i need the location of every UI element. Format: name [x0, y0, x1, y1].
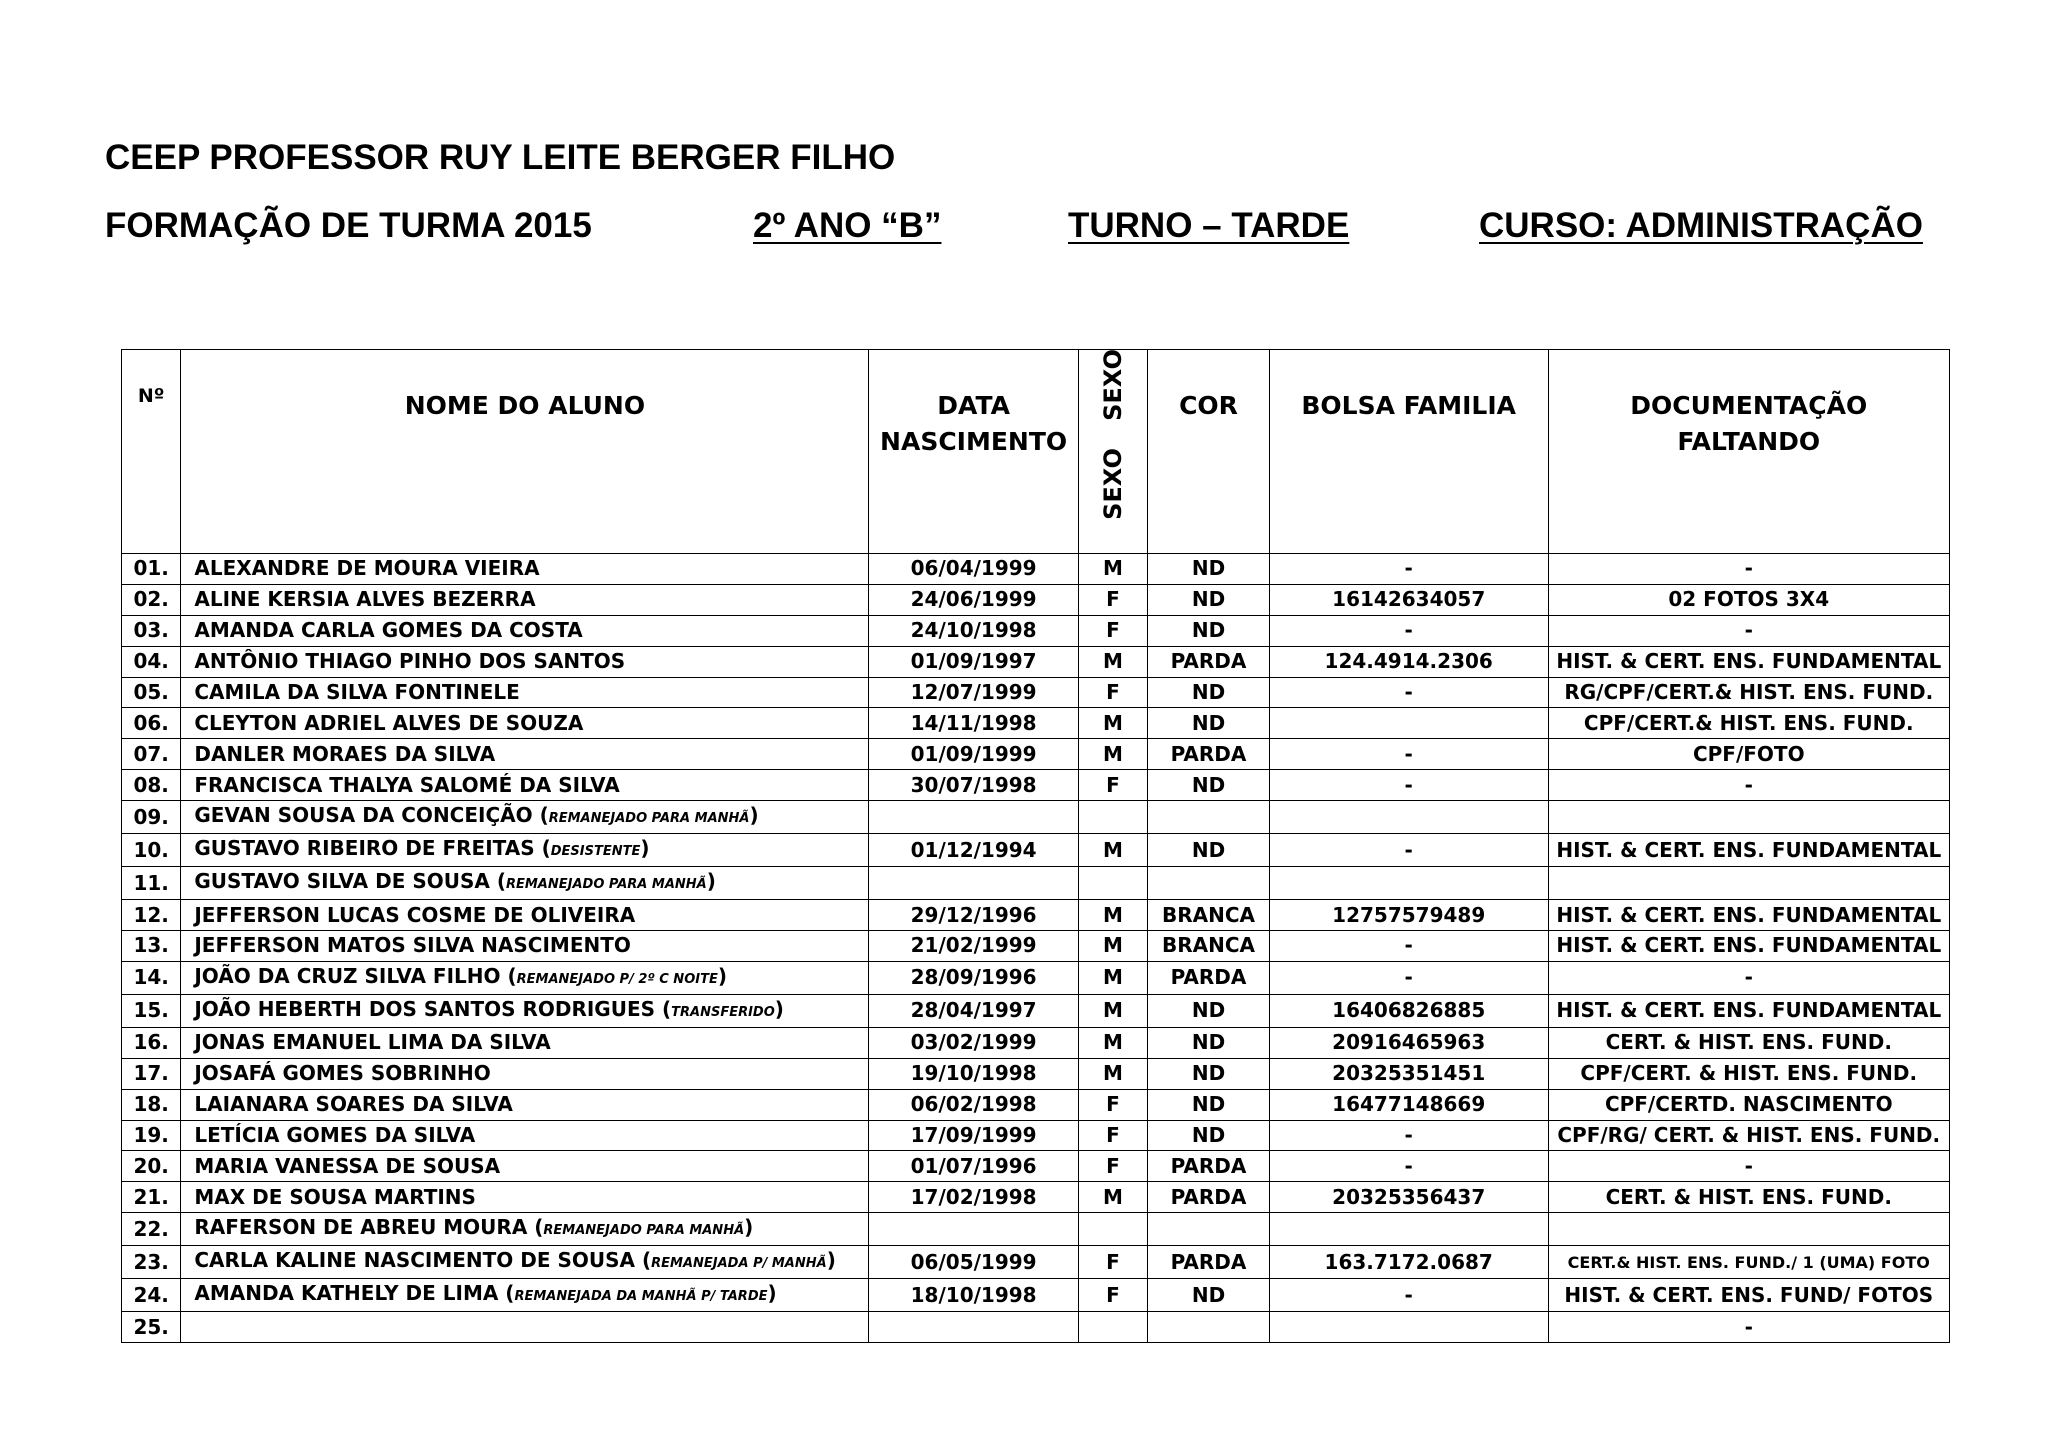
course-label: CURSO: ADMINISTRAÇÃO [1479, 206, 1923, 245]
row-birth-date: 06/04/1999 [869, 554, 1078, 585]
table-row [122, 900, 1950, 931]
student-table [121, 349, 1950, 1343]
row-sex: M [1078, 708, 1147, 739]
student-name: JOÃO DA CRUZ SILVA FILHO [194, 963, 501, 988]
row-student-name [181, 1089, 869, 1120]
row-bolsa: - [1269, 931, 1548, 962]
table-row [122, 739, 1950, 770]
header-sex-bottom: SEXO [1098, 448, 1127, 520]
row-student-name: AMANDA KATHELY DE LIMA (REMANEJADA DA MANHÃ P/ TARDE) [181, 1279, 869, 1312]
row-birth-date: 12/07/1999 [869, 677, 1078, 708]
row-birth-date: 28/04/1997 [869, 994, 1078, 1027]
row-color: ND [1148, 1089, 1270, 1120]
row-color: PARDA [1148, 1151, 1270, 1182]
row-sex: M [1078, 834, 1147, 867]
row-student-name [181, 615, 869, 646]
row-num: 04. [122, 646, 181, 677]
header-color: COR [1148, 350, 1270, 554]
student-status-note: REMANEJADO PARA MANHÃ [505, 877, 707, 893]
row-birth-date: 28/09/1996 [869, 961, 1078, 994]
table-header-row [122, 350, 1950, 554]
row-missing-docs: CPF/CERT.& HIST. ENS. FUND. [1548, 708, 1949, 739]
table-row [122, 994, 1950, 1027]
row-sex: M [1078, 900, 1147, 931]
row-birth-date: 01/09/1999 [869, 739, 1078, 770]
row-birth-date: 01/12/1994 [869, 834, 1078, 867]
row-missing-docs: HIST. & CERT. ENS. FUND/ FOTOS [1548, 1279, 1949, 1312]
row-num: 08. [122, 770, 181, 801]
row-birth-date: 01/09/1997 [869, 646, 1078, 677]
row-birth-date: 06/02/1998 [869, 1089, 1078, 1120]
row-num: 03. [122, 615, 181, 646]
table-row [122, 1213, 1950, 1246]
row-sex: M [1078, 994, 1147, 1027]
student-name: FRANCISCA THALYA SALOMÉ DA SILVA [194, 772, 620, 797]
row-num: 11. [122, 867, 181, 900]
row-bolsa: - [1269, 677, 1548, 708]
row-missing-docs: CERT.& HIST. ENS. FUND./ 1 (UMA) FOTO [1548, 1246, 1949, 1279]
row-bolsa: 20916465963 [1269, 1027, 1548, 1058]
row-missing-docs: HIST. & CERT. ENS. FUNDAMENTAL [1548, 994, 1949, 1027]
student-status-note: DESISTENTE [550, 844, 641, 860]
row-student-name: JOÃO DA CRUZ SILVA FILHO (REMANEJADO P/ 2º C NOITE) [181, 961, 869, 994]
row-sex: M [1078, 1027, 1147, 1058]
row-birth-date: 19/10/1998 [869, 1058, 1078, 1089]
row-num: 21. [122, 1182, 181, 1213]
row-sex: M [1078, 1058, 1147, 1089]
row-birth-date: 06/05/1999 [869, 1246, 1078, 1279]
student-name: ANTÔNIO THIAGO PINHO DOS SANTOS [194, 649, 626, 674]
row-missing-docs: CPF/FOTO [1548, 739, 1949, 770]
row-num: 09. [122, 801, 181, 834]
student-name: RAFERSON DE ABREU MOURA [194, 1215, 528, 1240]
row-num: 20. [122, 1151, 181, 1182]
row-student-name [181, 1027, 869, 1058]
student-name: DANLER MORAES DA SILVA [194, 741, 496, 766]
student-name: MAX DE SOUSA MARTINS [194, 1184, 476, 1209]
row-birth-date: 21/02/1999 [869, 931, 1078, 962]
row-missing-docs: CERT. & HIST. ENS. FUND. [1548, 1182, 1949, 1213]
row-student-name [181, 900, 869, 931]
row-color: ND [1148, 554, 1270, 585]
row-birth-date: 17/02/1998 [869, 1182, 1078, 1213]
row-sex [1078, 867, 1147, 900]
row-color: PARDA [1148, 646, 1270, 677]
row-num: 05. [122, 677, 181, 708]
table-row [122, 834, 1950, 867]
row-bolsa [1269, 867, 1548, 900]
student-status-note: REMANEJADO PARA MANHÃ [548, 811, 750, 827]
header-doc-line2: FALTANDO [1677, 427, 1821, 456]
table-row [122, 801, 1950, 834]
row-student-name: GUSTAVO SILVA DE SOUSA (REMANEJADO PARA MANHÃ) [181, 867, 869, 900]
row-missing-docs: HIST. & CERT. ENS. FUNDAMENTAL [1548, 900, 1949, 931]
row-num: 01. [122, 554, 181, 585]
row-birth-date: 17/09/1999 [869, 1120, 1078, 1151]
row-student-name: GEVAN SOUSA DA CONCEIÇÃO (REMANEJADO PARA MANHÃ) [181, 801, 869, 834]
student-name: JONAS EMANUEL LIMA DA SILVA [194, 1030, 551, 1055]
row-student-name [181, 646, 869, 677]
row-color: ND [1148, 708, 1270, 739]
row-student-name [181, 739, 869, 770]
row-color: BRANCA [1148, 900, 1270, 931]
row-missing-docs: - [1548, 770, 1949, 801]
row-sex: F [1078, 1089, 1147, 1120]
row-color: ND [1148, 1058, 1270, 1089]
row-sex: M [1078, 931, 1147, 962]
row-bolsa: 20325351451 [1269, 1058, 1548, 1089]
table-row [122, 1058, 1950, 1089]
student-name: AMANDA KATHELY DE LIMA [194, 1281, 499, 1306]
row-missing-docs [1548, 801, 1949, 834]
row-num: 25. [122, 1312, 181, 1343]
header-doc [1548, 350, 1949, 554]
row-bolsa: - [1269, 961, 1548, 994]
row-missing-docs: CPF/CERT. & HIST. ENS. FUND. [1548, 1058, 1949, 1089]
table-row [122, 770, 1950, 801]
row-bolsa: 16477148669 [1269, 1089, 1548, 1120]
row-student-name: GUSTAVO RIBEIRO DE FREITAS (DESISTENTE) [181, 834, 869, 867]
table-row [122, 1027, 1950, 1058]
row-color: ND [1148, 615, 1270, 646]
row-student-name: RAFERSON DE ABREU MOURA (REMANEJADO PARA MANHÃ) [181, 1213, 869, 1246]
table-row [122, 931, 1950, 962]
row-color: PARDA [1148, 739, 1270, 770]
student-name: JOÃO HEBERTH DOS SANTOS RODRIGUES [194, 996, 656, 1021]
row-bolsa [1269, 1312, 1548, 1343]
row-bolsa: 124.4914.2306 [1269, 646, 1548, 677]
student-status-note: REMANEJADO P/ 2º C NOITE [516, 971, 718, 987]
student-name: JOSAFÁ GOMES SOBRINHO [194, 1061, 491, 1086]
row-num: 18. [122, 1089, 181, 1120]
row-birth-date: 24/10/1998 [869, 615, 1078, 646]
row-student-name [181, 931, 869, 962]
row-missing-docs: - [1548, 1312, 1949, 1343]
student-name: AMANDA CARLA GOMES DA COSTA [194, 618, 583, 643]
row-sex: M [1078, 554, 1147, 585]
row-color: PARDA [1148, 1182, 1270, 1213]
table-row [122, 1246, 1950, 1279]
header-birth [869, 350, 1078, 554]
student-name: GUSTAVO SILVA DE SOUSA [194, 869, 490, 894]
row-bolsa: - [1269, 1120, 1548, 1151]
row-birth-date [869, 801, 1078, 834]
row-missing-docs: - [1548, 1151, 1949, 1182]
row-num: 10. [122, 834, 181, 867]
grade-label: 2º ANO “B” [753, 206, 942, 245]
row-birth-date: 18/10/1998 [869, 1279, 1078, 1312]
row-bolsa: - [1269, 1151, 1548, 1182]
row-color: PARDA [1148, 961, 1270, 994]
row-birth-date [869, 1312, 1078, 1343]
row-sex [1078, 801, 1147, 834]
row-missing-docs: HIST. & CERT. ENS. FUNDAMENTAL [1548, 646, 1949, 677]
row-missing-docs: - [1548, 554, 1949, 585]
header-num: Nº [122, 350, 181, 554]
student-name: LETÍCIA GOMES DA SILVA [194, 1123, 476, 1148]
row-color: ND [1148, 1027, 1270, 1058]
row-sex: M [1078, 1182, 1147, 1213]
row-sex: F [1078, 1151, 1147, 1182]
row-color: PARDA [1148, 1246, 1270, 1279]
table-row [122, 867, 1950, 900]
student-name: CLEYTON ADRIEL ALVES DE SOUZA [194, 710, 584, 735]
row-num: 24. [122, 1279, 181, 1312]
row-birth-date: 29/12/1996 [869, 900, 1078, 931]
row-sex: F [1078, 677, 1147, 708]
row-num: 19. [122, 1120, 181, 1151]
row-color: ND [1148, 1120, 1270, 1151]
row-student-name [181, 584, 869, 615]
row-student-name [181, 770, 869, 801]
row-num: 06. [122, 708, 181, 739]
row-missing-docs [1548, 867, 1949, 900]
header-birth-line2: NASCIMENTO [880, 427, 1068, 456]
student-name: MARIA VANESSA DE SOUSA [194, 1153, 501, 1178]
row-missing-docs: CPF/CERTD. NASCIMENTO [1548, 1089, 1949, 1120]
row-bolsa [1269, 708, 1548, 739]
student-name: GEVAN SOUSA DA CONCEIÇÃO [194, 803, 533, 828]
header-bolsa: BOLSA FAMILIA [1269, 350, 1548, 554]
row-birth-date: 24/06/1999 [869, 584, 1078, 615]
row-bolsa: - [1269, 834, 1548, 867]
row-missing-docs: CERT. & HIST. ENS. FUND. [1548, 1027, 1949, 1058]
row-bolsa: - [1269, 554, 1548, 585]
row-sex [1078, 1213, 1147, 1246]
row-color: ND [1148, 1279, 1270, 1312]
row-bolsa: - [1269, 739, 1548, 770]
row-color [1148, 1312, 1270, 1343]
row-birth-date: 30/07/1998 [869, 770, 1078, 801]
row-missing-docs: 02 FOTOS 3X4 [1548, 584, 1949, 615]
row-missing-docs: - [1548, 961, 1949, 994]
row-sex: F [1078, 615, 1147, 646]
row-color [1148, 801, 1270, 834]
row-missing-docs [1548, 1213, 1949, 1246]
row-num: 14. [122, 961, 181, 994]
table-row [122, 1182, 1950, 1213]
row-student-name: CARLA KALINE NASCIMENTO DE SOUSA (REMANEJADA P/ MANHÃ) [181, 1246, 869, 1279]
table-row [122, 646, 1950, 677]
row-student-name [181, 708, 869, 739]
row-bolsa: - [1269, 770, 1548, 801]
row-color: BRANCA [1148, 931, 1270, 962]
row-bolsa: 12757579489 [1269, 900, 1548, 931]
student-name: ALINE KERSIA ALVES BEZERRA [194, 587, 536, 612]
row-sex: F [1078, 584, 1147, 615]
student-status-note: TRANSFERIDO [671, 1004, 775, 1020]
student-name: GUSTAVO RIBEIRO DE FREITAS [194, 836, 535, 861]
row-sex: F [1078, 1120, 1147, 1151]
formation-label: FORMAÇÃO DE TURMA 2015 [105, 206, 592, 245]
student-name: CAMILA DA SILVA FONTINELE [194, 680, 520, 704]
row-missing-docs: HIST. & CERT. ENS. FUNDAMENTAL [1548, 931, 1949, 962]
row-student-name [181, 554, 869, 585]
header-name: NOME DO ALUNO [181, 350, 869, 554]
row-color [1148, 1213, 1270, 1246]
row-student-name [181, 1151, 869, 1182]
row-sex: F [1078, 770, 1147, 801]
school-title: CEEP PROFESSOR RUY LEITE BERGER FILHO [105, 138, 896, 177]
row-missing-docs: HIST. & CERT. ENS. FUNDAMENTAL [1548, 834, 1949, 867]
row-num: 13. [122, 931, 181, 962]
table-row [122, 708, 1950, 739]
header-doc-line1: DOCUMENTAÇÃO [1630, 391, 1868, 420]
row-num: 22. [122, 1213, 181, 1246]
header-sex [1078, 350, 1147, 554]
shift-label: TURNO – TARDE [1068, 206, 1350, 245]
row-color: ND [1148, 584, 1270, 615]
row-color [1148, 867, 1270, 900]
row-num: 07. [122, 739, 181, 770]
table-row [122, 1120, 1950, 1151]
student-name: JEFFERSON LUCAS COSME DE OLIVEIRA [194, 902, 636, 927]
table-row [122, 1312, 1950, 1343]
row-sex [1078, 1312, 1147, 1343]
table-row [122, 584, 1950, 615]
row-bolsa: 163.7172.0687 [1269, 1246, 1548, 1279]
table-row [122, 1151, 1950, 1182]
header-birth-line1: DATA [937, 391, 1010, 420]
table-row [122, 961, 1950, 994]
student-name: ALEXANDRE DE MOURA VIEIRA [194, 556, 540, 581]
row-num: 02. [122, 584, 181, 615]
row-student-name [181, 677, 869, 708]
row-color: ND [1148, 770, 1270, 801]
row-student-name: JOÃO HEBERTH DOS SANTOS RODRIGUES (TRANSFERIDO) [181, 994, 869, 1027]
row-missing-docs: - [1548, 615, 1949, 646]
row-birth-date: 14/11/1998 [869, 708, 1078, 739]
row-bolsa: 16142634057 [1269, 584, 1548, 615]
student-name: JEFFERSON MATOS SILVA NASCIMENTO [194, 933, 631, 958]
table-row [122, 1279, 1950, 1312]
row-num: 15. [122, 994, 181, 1027]
row-bolsa: 16406826885 [1269, 994, 1548, 1027]
row-sex: M [1078, 961, 1147, 994]
student-name: CARLA KALINE NASCIMENTO DE SOUSA [194, 1248, 636, 1273]
row-birth-date: 03/02/1999 [869, 1027, 1078, 1058]
row-student-name [181, 1058, 869, 1089]
row-birth-date: 01/07/1996 [869, 1151, 1078, 1182]
table-row [122, 554, 1950, 585]
row-bolsa [1269, 1213, 1548, 1246]
row-num: 23. [122, 1246, 181, 1279]
student-name: LAIANARA SOARES DA SILVA [194, 1092, 513, 1117]
header-sex-top: SEXO [1098, 349, 1127, 421]
row-bolsa: - [1269, 615, 1548, 646]
row-bolsa: - [1269, 1279, 1548, 1312]
row-birth-date [869, 867, 1078, 900]
table-row [122, 1089, 1950, 1120]
student-status-note: REMANEJADO PARA MANHÃ [543, 1223, 745, 1239]
table-row [122, 615, 1950, 646]
row-bolsa: 20325356437 [1269, 1182, 1548, 1213]
row-color: ND [1148, 677, 1270, 708]
row-missing-docs: RG/CPF/CERT.& HIST. ENS. FUND. [1548, 677, 1949, 708]
row-birth-date [869, 1213, 1078, 1246]
row-num: 12. [122, 900, 181, 931]
row-sex: M [1078, 739, 1147, 770]
row-color: ND [1148, 834, 1270, 867]
row-missing-docs: CPF/RG/ CERT. & HIST. ENS. FUND. [1548, 1120, 1949, 1151]
row-bolsa [1269, 801, 1548, 834]
student-status-note: REMANEJADA DA MANHÃ P/ TARDE [514, 1289, 768, 1305]
table-row [122, 677, 1950, 708]
row-student-name [181, 1120, 869, 1151]
row-sex: F [1078, 1279, 1147, 1312]
row-sex: F [1078, 1246, 1147, 1279]
row-num: 16. [122, 1027, 181, 1058]
row-student-name [181, 1312, 869, 1343]
row-color: ND [1148, 994, 1270, 1027]
student-status-note: REMANEJADA P/ MANHÃ [651, 1256, 827, 1272]
row-sex: M [1078, 646, 1147, 677]
row-student-name [181, 1182, 869, 1213]
row-num: 17. [122, 1058, 181, 1089]
